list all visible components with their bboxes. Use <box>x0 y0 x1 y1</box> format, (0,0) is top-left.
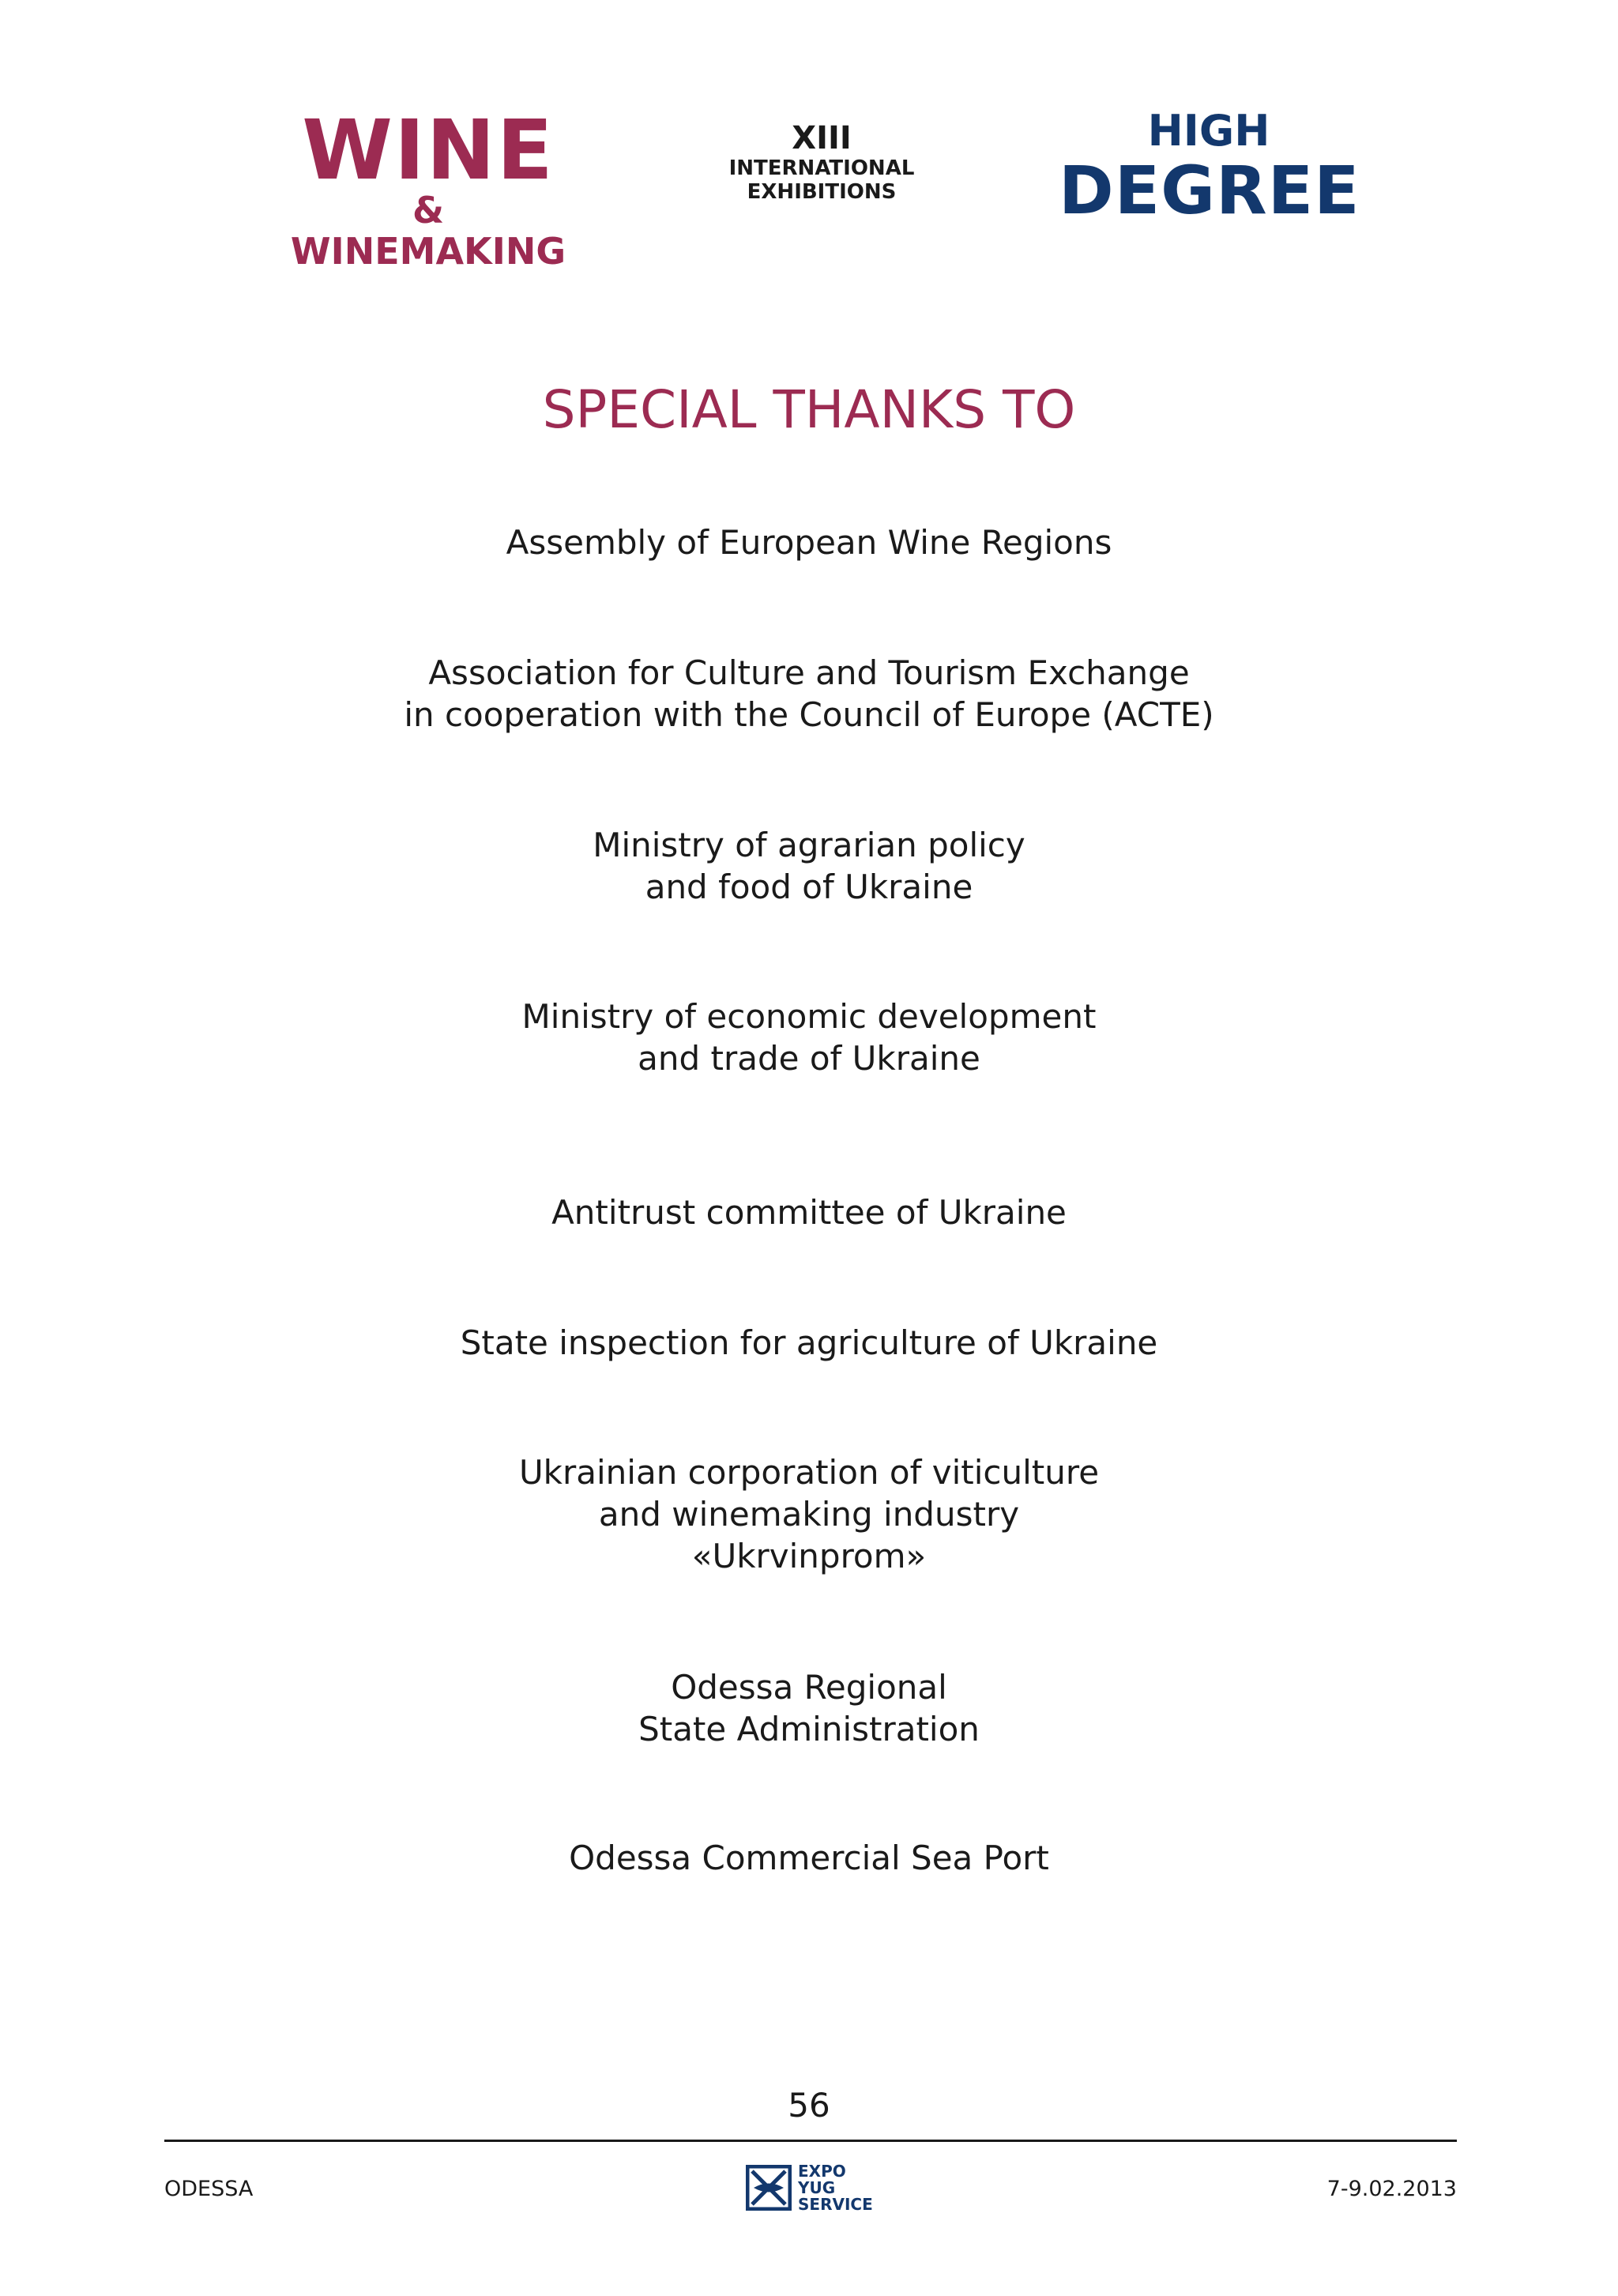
thanks-entry-line: Association for Culture and Tourism Exchange <box>428 653 1190 692</box>
page-title: SPECIAL THANKS TO <box>542 379 1076 440</box>
logo-high-word: HIGH <box>1147 106 1270 156</box>
thanks-entry <box>0 1191 1618 1233</box>
expo-logo-line-2: YUG <box>798 2178 836 2197</box>
expo-logo-icon <box>746 2165 792 2211</box>
logo-winemaking-word: & WINEMAKING <box>290 189 566 273</box>
thanks-entry <box>0 652 1618 736</box>
expo-logo-line-1: EXPO <box>798 2162 846 2181</box>
thanks-entry-line: State Administration <box>638 1710 980 1748</box>
thanks-entry <box>0 996 1618 1079</box>
page-number: 56 <box>788 2086 830 2125</box>
thanks-entry-line: Odessa Regional <box>671 1668 947 1707</box>
heading-line-1: INTERNATIONAL <box>728 156 915 180</box>
expo-yug-service-logo <box>746 2163 880 2214</box>
thanks-entry-line: State inspection for agriculture of Ukraine <box>460 1323 1158 1362</box>
thanks-entry-line: Ministry of economic development <box>521 997 1097 1036</box>
expo-logo-line-3: SERVICE <box>798 2195 873 2214</box>
logo-degree-word: DEGREE <box>1059 152 1360 229</box>
thanks-entry-line: Antitrust committee of Ukraine <box>551 1193 1067 1232</box>
thanks-entry-line: Odessa Commercial Sea Port <box>569 1839 1049 1877</box>
thanks-entry <box>0 1322 1618 1364</box>
footer-divider <box>164 2140 1457 2142</box>
thanks-entry-line: Assembly of European Wine Regions <box>506 523 1112 562</box>
expo-logo-text <box>798 2163 873 2213</box>
exhibition-heading <box>695 120 948 204</box>
thanks-entry-line: «Ukrvinprom» <box>691 1537 927 1575</box>
thanks-entry <box>0 1666 1618 1750</box>
thanks-entry-line: and trade of Ukraine <box>638 1039 980 1078</box>
thanks-entry-line: and winemaking industry <box>598 1495 1020 1534</box>
wine-winemaking-logo <box>278 102 578 273</box>
footer-city: ODESSA <box>164 2177 254 2201</box>
edition-number: XIII <box>792 120 852 156</box>
heading-line-2: EXHIBITIONS <box>747 180 897 204</box>
thanks-entry <box>0 1451 1618 1577</box>
thanks-entry-line: Ukrainian corporation of viticulture <box>518 1453 1100 1492</box>
footer-date: 7-9.02.2013 <box>1326 2177 1457 2201</box>
thanks-entry <box>0 521 1618 563</box>
header <box>0 102 1618 273</box>
thanks-entry-line: in cooperation with the Council of Europe (ACTE) <box>404 695 1214 734</box>
thanks-entry <box>0 1837 1618 1879</box>
thanks-entry <box>0 824 1618 908</box>
logo-wine-word: WINE <box>302 102 555 198</box>
thanks-entry-line: Ministry of agrarian policy <box>593 826 1025 864</box>
high-degree-logo <box>1059 106 1360 229</box>
thanks-entry-line: and food of Ukraine <box>645 868 973 906</box>
